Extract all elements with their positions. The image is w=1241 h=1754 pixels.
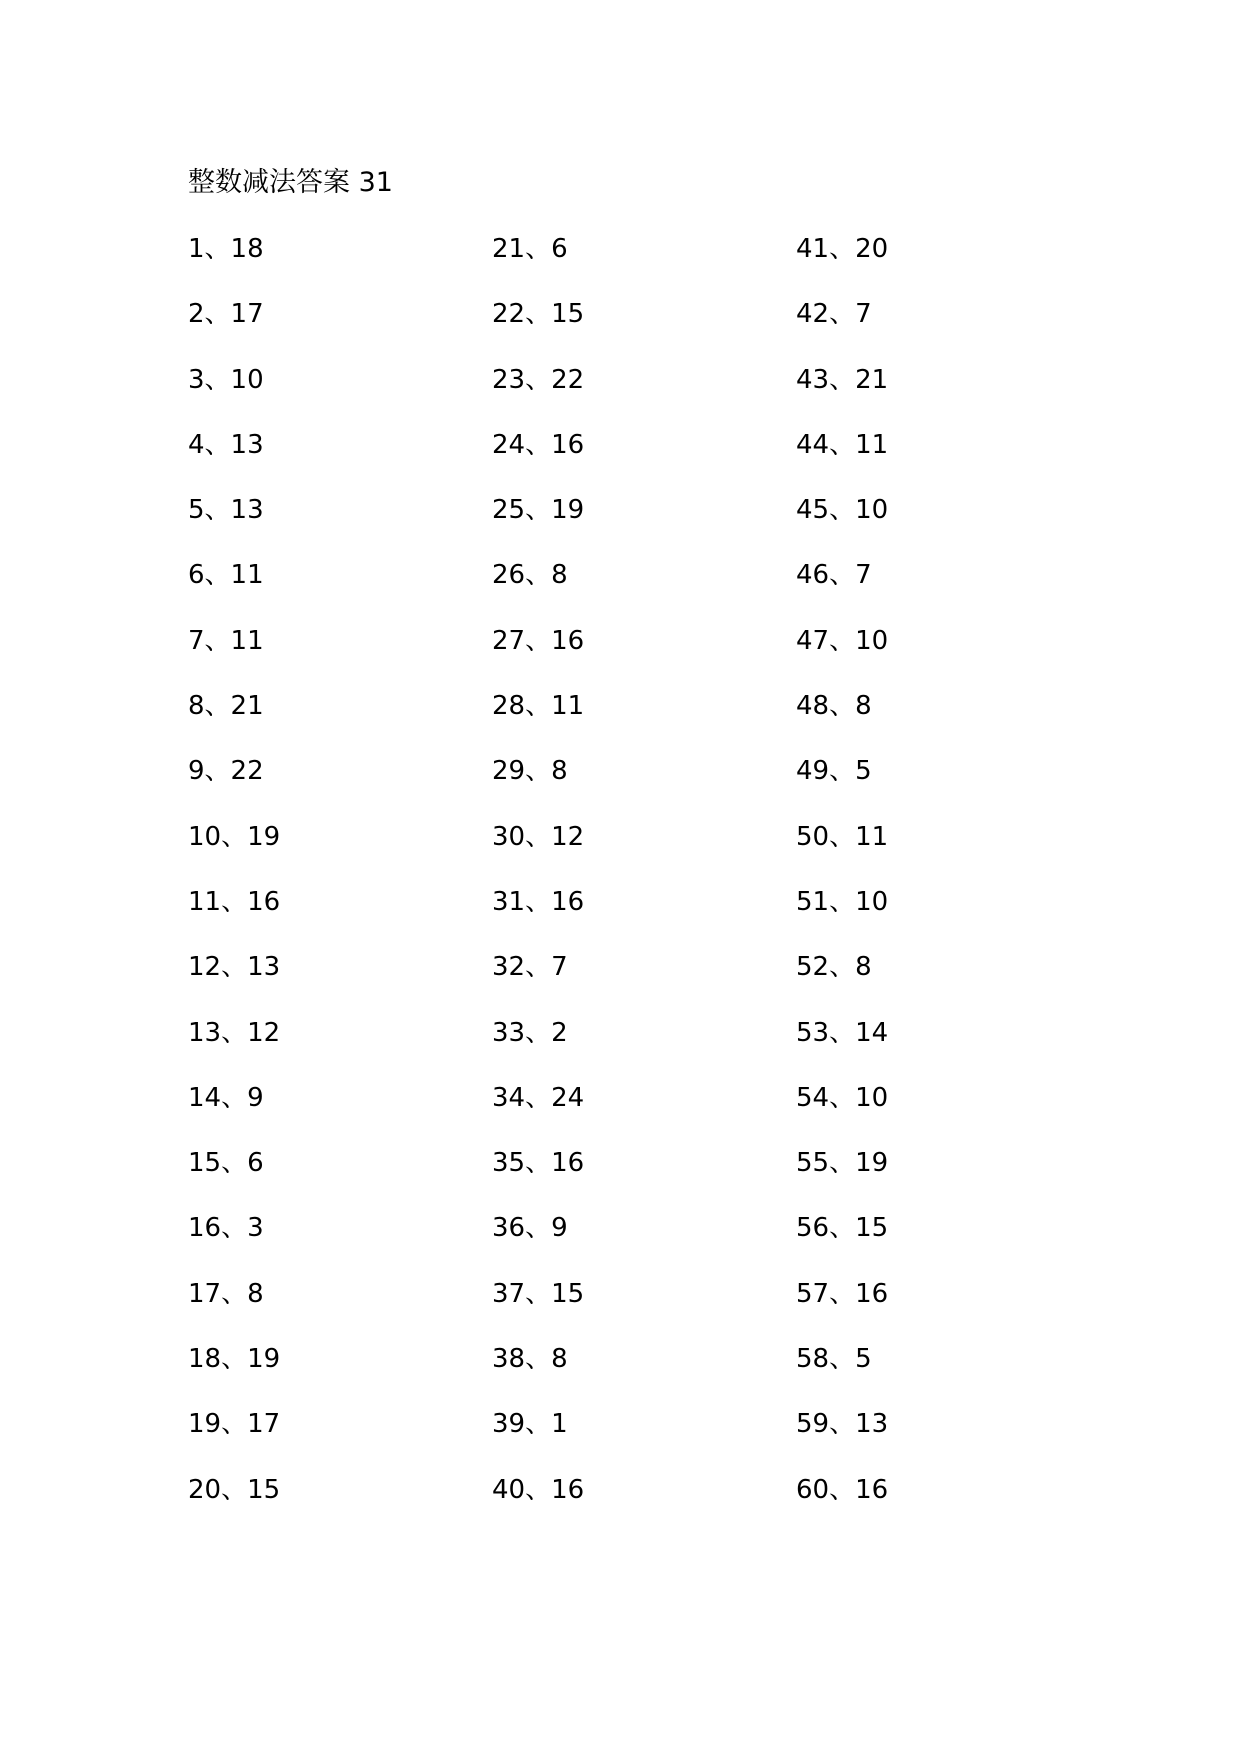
answer-item: 54、10: [796, 1082, 889, 1113]
answer-item: 42、7: [796, 299, 872, 330]
answer-item: 2、17: [188, 299, 264, 330]
answer-item: 36、9: [492, 1213, 568, 1244]
answer-item: 31、16: [492, 886, 585, 917]
answer-item: 11、16: [188, 886, 281, 917]
answer-item: 21、6: [492, 234, 568, 264]
answer-item: 51、10: [796, 886, 889, 917]
answer-item: 4、13: [188, 429, 264, 460]
answer-item: 55、19: [796, 1148, 889, 1179]
answer-item: 19、17: [188, 1409, 281, 1440]
answer-item: 45、10: [796, 495, 889, 526]
answer-item: 3、10: [188, 364, 264, 395]
answer-item: 43、21: [796, 364, 889, 395]
answer-item: 27、16: [492, 625, 585, 656]
answer-item: 56、15: [796, 1213, 889, 1244]
answer-item: 33、2: [492, 1017, 568, 1048]
answer-item: 5、13: [188, 495, 264, 526]
answer-item: 34、24: [492, 1082, 585, 1113]
answer-item: 10、19: [188, 821, 281, 852]
answer-item: 12、13: [188, 952, 281, 983]
answer-item: 37、15: [492, 1278, 585, 1309]
answer-item: 53、14: [796, 1017, 889, 1048]
answer-item: 46、7: [796, 560, 872, 591]
answer-item: 32、7: [492, 952, 568, 983]
answer-item: 25、19: [492, 495, 585, 526]
answer-item: 15、6: [188, 1148, 264, 1179]
answer-item: 52、8: [796, 952, 872, 983]
answer-item: 8、21: [188, 691, 264, 722]
answer-item: 48、8: [796, 691, 872, 722]
answer-item: 41、20: [796, 234, 889, 264]
answer-item: 6、11: [188, 560, 264, 591]
answer-item: 40、16: [492, 1474, 585, 1505]
answer-item: 17、8: [188, 1278, 264, 1309]
answer-item: 49、5: [796, 756, 872, 787]
answer-item: 35、16: [492, 1148, 585, 1179]
answer-item: 59、13: [796, 1409, 889, 1440]
answer-list: [188, 232, 1108, 1538]
answer-item: 23、22: [492, 364, 585, 395]
answer-item: 58、5: [796, 1344, 872, 1375]
answer-item: 50、11: [796, 821, 889, 852]
answer-item: 1、18: [188, 234, 264, 264]
answer-item: 14、9: [188, 1082, 264, 1113]
answer-item: 29、8: [492, 756, 568, 787]
answer-item: 47、10: [796, 625, 889, 656]
answer-item: 7、11: [188, 625, 264, 656]
answer-item: 24、16: [492, 429, 585, 460]
answer-item: 16、3: [188, 1213, 264, 1244]
answer-item: 57、16: [796, 1278, 889, 1309]
answer-item: 30、12: [492, 821, 585, 852]
page-title: 整数减法答案 31: [188, 167, 393, 198]
answer-item: 22、15: [492, 299, 585, 330]
answer-item: 26、8: [492, 560, 568, 591]
answer-item: 44、11: [796, 429, 889, 460]
answer-item: 38、8: [492, 1344, 568, 1375]
answer-item: 28、11: [492, 691, 585, 722]
answer-item: 20、15: [188, 1474, 281, 1505]
answer-item: 9、22: [188, 756, 264, 787]
answer-item: 13、12: [188, 1017, 281, 1048]
answer-item: 18、19: [188, 1344, 281, 1375]
answer-item: 60、16: [796, 1474, 889, 1505]
answer-item: 39、1: [492, 1409, 568, 1440]
